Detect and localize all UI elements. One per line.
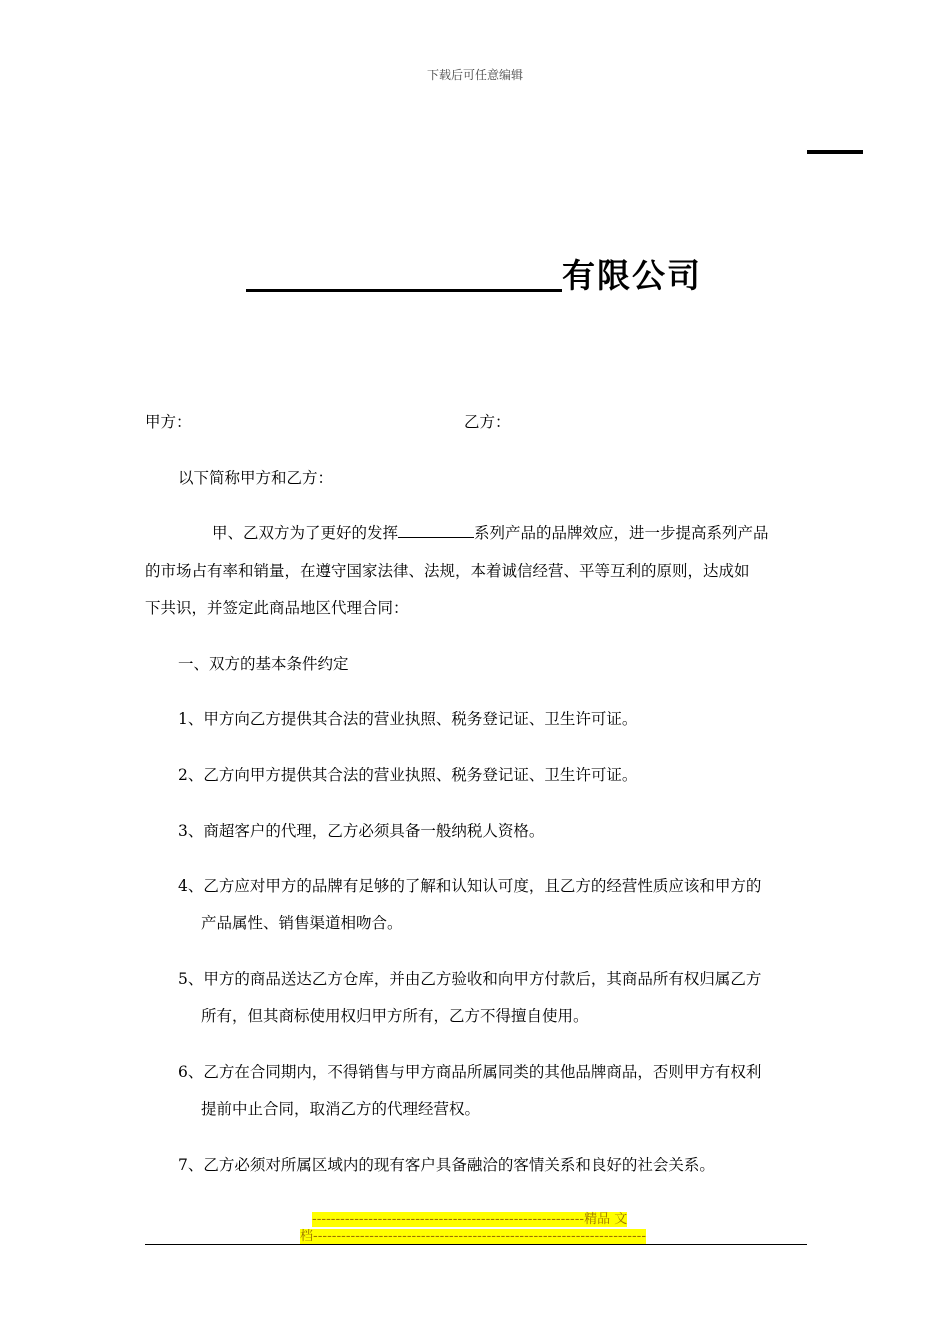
intro-line-2: 的市场占有率和销量，在遵守国家法律、法规，本着诚信经营、平等互利的原则，达成如	[145, 562, 750, 580]
clause-3: 3、商超客户的代理，乙方必须具备一般纳税人资格。	[178, 822, 545, 840]
clause-1: 1、甲方向乙方提供其合法的营业执照、税务登记证、卫生许可证。	[178, 710, 638, 728]
clause-2: 2、乙方向甲方提供其合法的营业执照、税务登记证、卫生许可证。	[178, 766, 638, 784]
footer-watermark	[300, 1211, 660, 1245]
footer-line-2: 档-----------------------------------------------------------------------	[300, 1229, 647, 1244]
abbreviation-line: 以下简称甲方和乙方：	[178, 469, 334, 487]
intro-line-1-text-a: 甲、乙双方为了更好的发挥	[212, 524, 399, 542]
clause-5: 5、甲方的商品送达乙方仓库，并由乙方验收和向甲方付款后，其商品所有权归属乙方	[178, 970, 762, 988]
intro-line-1-text-b: 系列产品的品牌效应，进一步提高系列产品	[474, 524, 769, 542]
title-suffix: 有限公司	[562, 256, 702, 295]
document-title	[246, 252, 702, 296]
party-a-label: 甲方：	[145, 413, 192, 431]
product-series-blank	[398, 522, 474, 538]
footer-rule	[145, 1244, 807, 1245]
intro-line-1	[212, 522, 769, 544]
clause-4-continued: 产品属性、销售渠道相吻合。	[201, 914, 403, 932]
party-b-label: 乙方：	[464, 413, 511, 431]
intro-line-3: 下共识，并签定此商品地区代理合同：	[145, 599, 409, 617]
footer-line-1: ----------------------------------------------------------精品 文	[312, 1212, 628, 1227]
section-heading: 一、双方的基本条件约定	[178, 655, 349, 673]
corner-rule	[807, 150, 863, 154]
clause-6-continued: 提前中止合同，取消乙方的代理经营权。	[201, 1100, 481, 1118]
clause-7: 7、乙方必须对所属区域内的现有客户具备融洽的客情关系和良好的社会关系。	[178, 1156, 715, 1174]
company-name-blank	[246, 289, 562, 292]
clause-5-continued: 所有，但其商标使用权归甲方所有，乙方不得擅自使用。	[201, 1007, 589, 1025]
header-note: 下载后可任意编辑	[426, 68, 523, 82]
clause-4: 4、乙方应对甲方的品牌有足够的了解和认知认可度，且乙方的经营性质应该和甲方的	[178, 877, 762, 895]
clause-6: 6、乙方在合同期内，不得销售与甲方商品所属同类的其他品牌商品，否则甲方有权利	[178, 1063, 762, 1081]
